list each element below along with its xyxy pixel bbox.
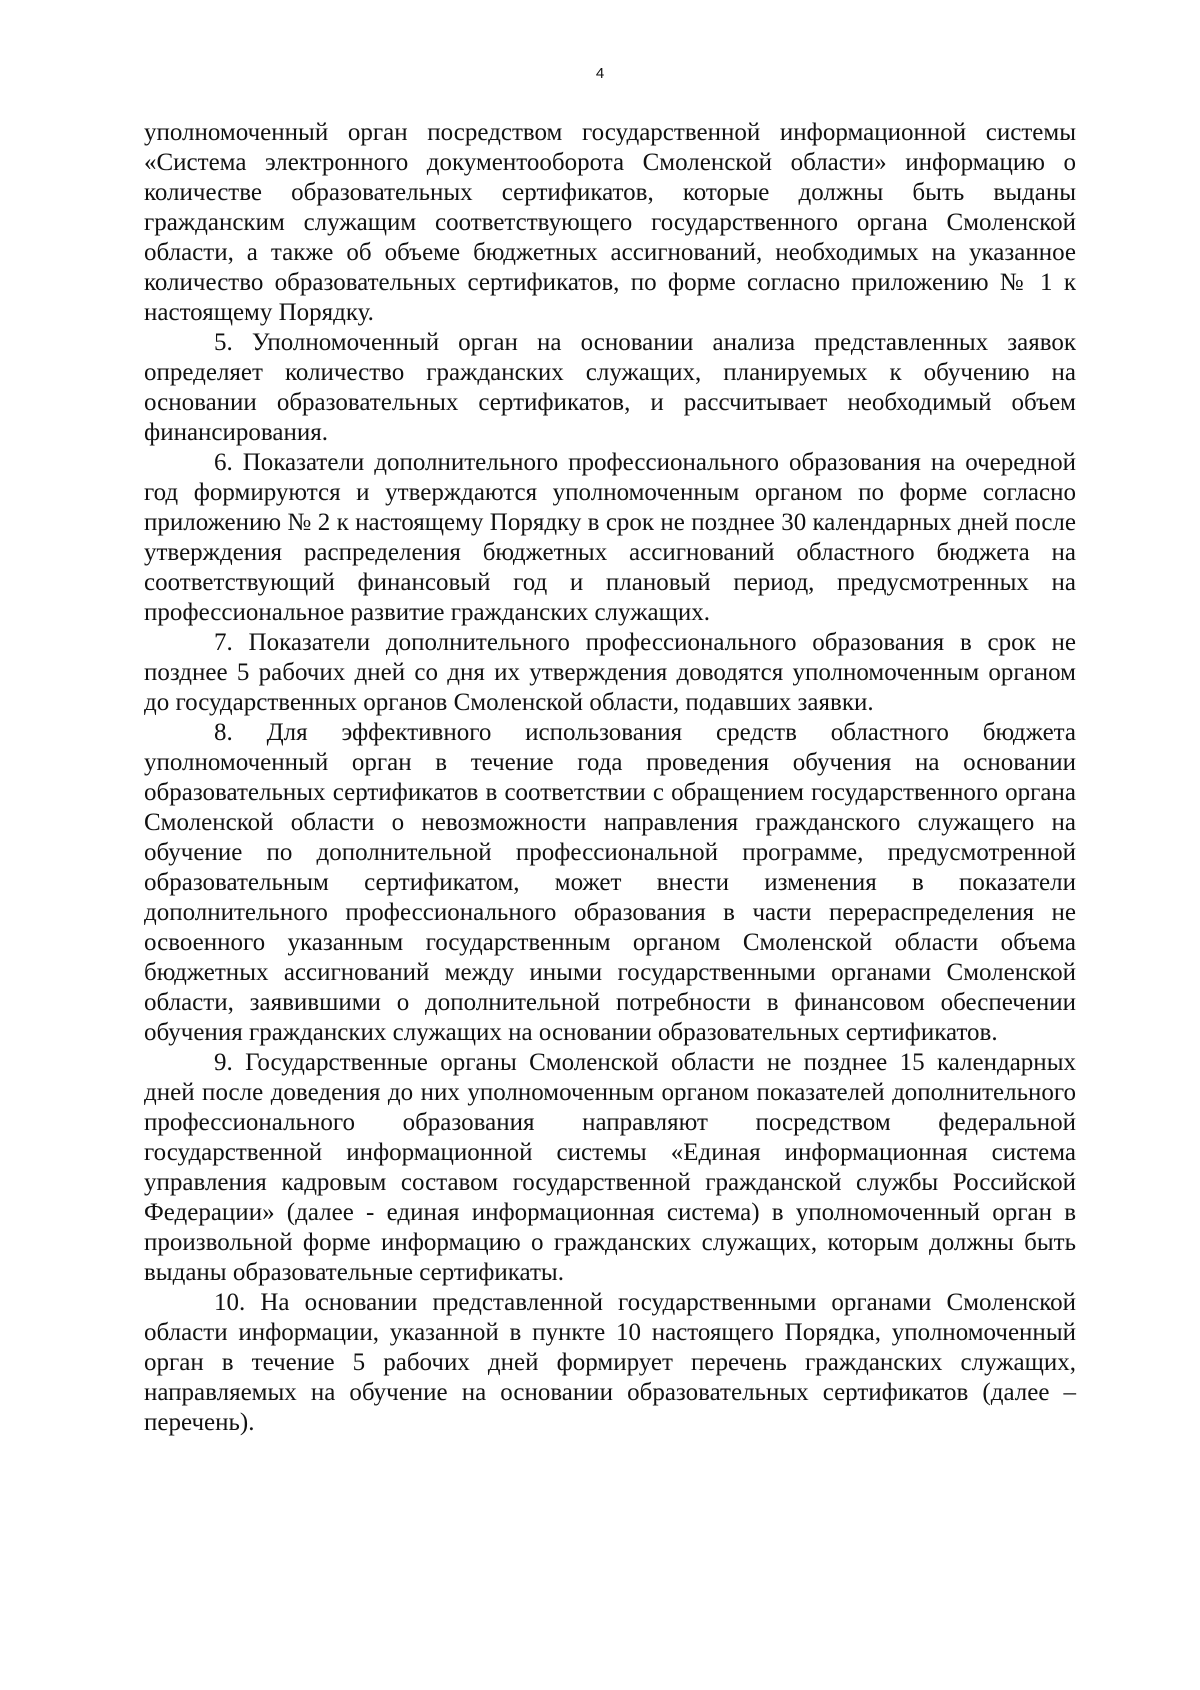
paragraph-item-5: 5. Уполномоченный орган на основании анализа представленных заявок определяет количество гражданских служащих, планируемых к обучению на основании образовательных сертификатов, и рассчитывает необходимый объем финансирования. — [144, 329, 1076, 446]
paragraph-item-8: 8. Для эффективного использования средств областного бюджета уполномоченный орган в течение года проведения обучения на основании образовательных сертификатов в соответствии с обращением государственного органа Смоленской области о невозможности направления гражданского служащего на обучение по дополнительной профессиональной программе, предусмотренной образовательным сертификатом, может внести изменения в показатели дополнительного профессионального образования в части перераспределения не освоенного указанным государственным органом Смоленской области объема бюджетных ассигнований между иными государственными органами Смоленской области, заявившими о дополнительной потребности в финансовом обеспечении обучения гражданских служащих на основании образовательных сертификатов. — [144, 719, 1076, 1046]
page-number: 4 — [595, 65, 605, 82]
paragraph-item-10: 10. На основании представленной государственными органами Смоленской области информации, указанной в пункте 10 настоящего Порядка, уполномоченный орган в течение 5 рабочих дней формирует перечень гражданских служащих, направляемых на обучение на основании образовательных сертификатов (далее – перечень). — [144, 1289, 1076, 1436]
document-body — [144, 118, 1076, 1438]
paragraph-continuation: уполномоченный орган посредством государственной информационной системы «Система электронного документооборота Смоленской области» информацию о количестве образовательных сертификатов, которые должны быть выданы гражданским служащим соответствующего государственного органа Смоленской области, а также об объеме бюджетных ассигнований, необходимых на указанное количество образовательных сертификатов, по форме согласно приложению № 1 к настоящему Порядку. — [144, 119, 1076, 326]
paragraph-item-9: 9. Государственные органы Смоленской области не позднее 15 календарных дней после доведения до них уполномоченным органом показателей дополнительного профессионального образования направляют посредством федеральной государственной информационной системы «Единая информационная система управления кадровым составом государственной гражданской службы Российской Федерации» (далее - единая информационная система) в уполномоченный орган в произвольной форме информацию о гражданских служащих, которым должны быть выданы образовательные сертификаты. — [144, 1049, 1076, 1286]
paragraph-item-7: 7. Показатели дополнительного профессионального образования в срок не позднее 5 рабочих дней со дня их утверждения доводятся уполномоченным органом до государственных органов Смоленской области, подавших заявки. — [144, 629, 1076, 716]
paragraph-item-6: 6. Показатели дополнительного профессионального образования на очередной год формируются и утверждаются уполномоченным органом по форме согласно приложению № 2 к настоящему Порядку в срок не позднее 30 календарных дней после утверждения распределения бюджетных ассигнований областного бюджета на соответствующий финансовый год и плановый период, предусмотренных на профессиональное развитие гражданских служащих. — [144, 449, 1076, 626]
